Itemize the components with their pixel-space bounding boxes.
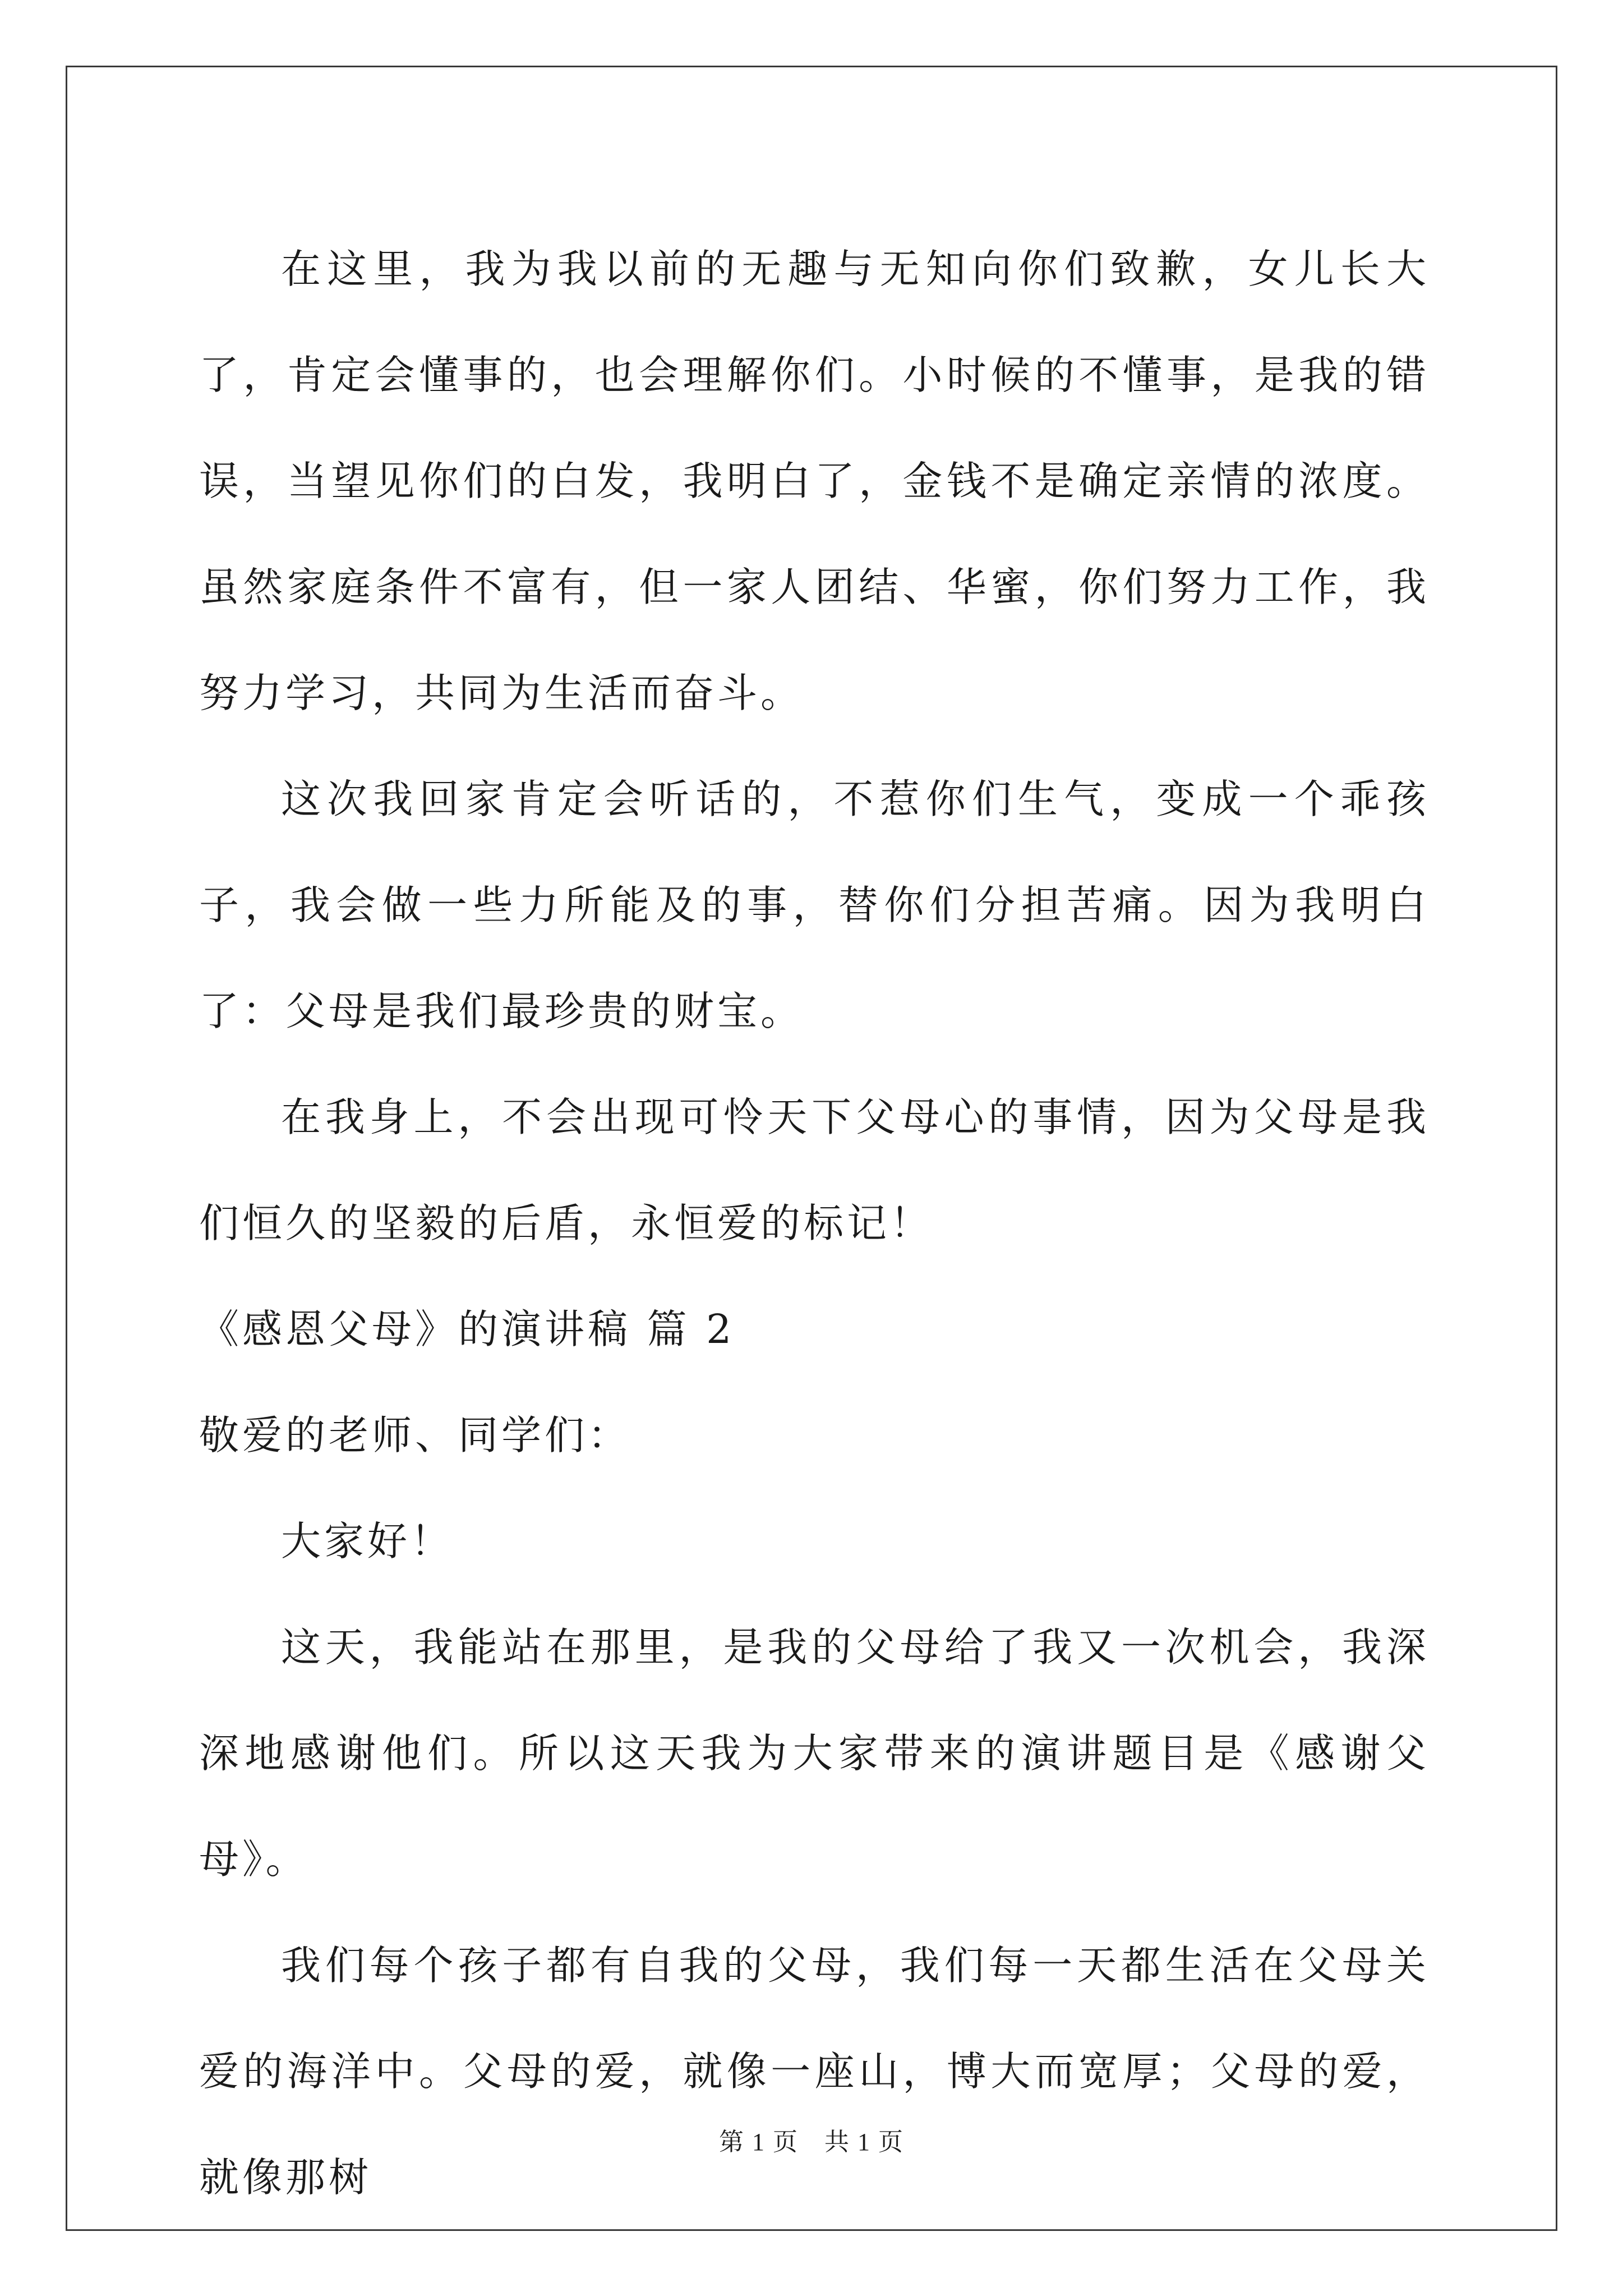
- page-footer: [0, 2122, 1623, 2157]
- paragraph-apology: 在这里，我为我以前的无趣与无知向你们致歉，女儿长大了，肯定会懂事的，也会理解你们。小时候的不懂事，是我的错误，当望见你们的白发，我明白了，金钱不是确定亲情的浓度。虽然家庭条件不富有，但一家人团结、华蜜，你们努力工作，我努力学习，共同为生活而奋斗。: [199, 246, 1430, 716]
- paragraph-introduction: 这天，我能站在那里，是我的父母给了我又一次机会，我深深地感谢他们。所以这天我为大家带来的演讲题目是《感谢父母》。: [199, 1624, 1430, 1883]
- paragraph-conclusion: 在我身上，不会出现可怜天下父母心的事情，因为父母是我们恒久的坚毅的后盾，永恒爱的标记！: [199, 1094, 1430, 1246]
- paragraph-promise: 这次我回家肯定会听话的，不惹你们生气，变成一个乖孩子，我会做一些力所能及的事，替你们分担苦痛。因为我明白了：父母是我们最珍贵的财宝。: [199, 776, 1430, 1034]
- section-heading: 《感恩父母》的演讲稿 篇 2: [199, 1306, 735, 1352]
- greeting: 大家好！: [281, 1518, 454, 1565]
- page-total: 共 1 页: [824, 2128, 904, 2156]
- paragraph-parents-love: 我们每个孩子都有自我的父母，我们每一天都生活在父母关爱的海洋中。父母的爱，就像一座山，博大而宽厚；父母的爱，就像那树: [199, 1942, 1430, 2201]
- document-body: [199, 216, 1430, 2230]
- page-number: 第 1 页: [719, 2128, 799, 2156]
- salutation: 敬爱的老师、同学们：: [199, 1412, 631, 1458]
